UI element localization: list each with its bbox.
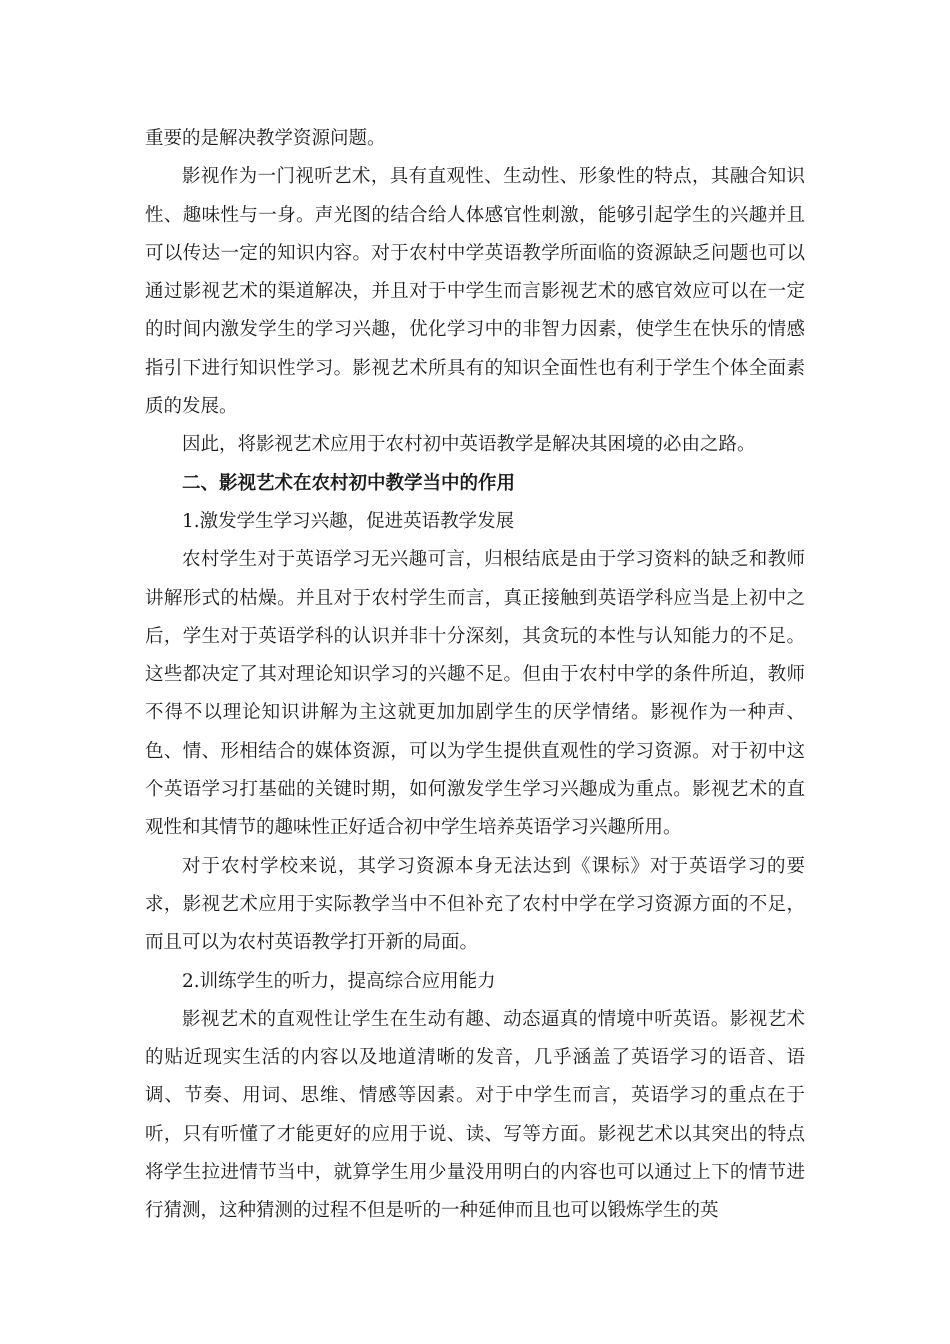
paragraph-listening: 影视艺术的直观性让学生在生动有趣、动态逼真的情境中听英语。影视艺术的贴近现实生活的内容以及地道清晰的发音，几乎涵盖了英语学习的语音、语调、节奏、用词、思维、情感等因素。对于中学生而言，英语学习的重点在于听，只有听懂了才能更好的应用于说、读、写等方面。影视艺术以其突出的特点将学生拉进情节当中，就算学生用少量没用明白的内容也可以通过上下的情节进行猜测，这种猜测的过程不但是听的一种延伸而且也可以锻炼学生的英 [145,1008,805,1222]
paragraph-conclusion: 因此，将影视艺术应用于农村初中英语教学是解决其困境的必由之路。 [182,434,756,456]
paragraph-interest: 农村学生对于英语学习无兴趣可言，归根结底是由于学习资料的缺乏和教师讲解形式的枯燥。并且对于农村学生而言，真正接触到英语学科应当是上初中之后，学生对于英语学科的认识并非十分深刻，其贪玩的本性与认知能力的不足。这些都决定了其对理论知识学习的兴趣不足。但由于农村中学的条件所迫，教师不得不以理论知识讲解为主这就更加加剧学生的厌学情绪。影视作为一种声、色、情、形相结合的媒体资源，可以为学生提供直观性的学习资源。对于初中这个英语学习打基础的关键时期，如何激发学生学习兴趣成为重点。影视艺术的直观性和其情节的趣味性正好适合初中学生培养英语学习兴趣所用。 [145,549,805,839]
document-body [145,120,805,1231]
paragraph-resources: 对于农村学校来说，其学习资源本身无法达到《课标》对于英语学习的要求，影视艺术应用于实际教学当中不但补充了农村中学在学习资源方面的不足，而且可以为农村英语教学打开新的局面。 [145,855,805,954]
subheading-2: 2.训练学生的听力，提高综合应用能力 [182,970,496,992]
section-heading: 二、影视艺术在农村初中教学当中的作用 [182,472,516,494]
paragraph-continued: 重要的是解决教学资源问题。 [145,128,386,149]
paragraph-film-art-intro: 影视作为一门视听艺术，具有直观性、生动性、形象性的特点，其融合知识性、趣味性与一身。声光图的结合给人体感官性刺激，能够引起学生的兴趣并且可以传达一定的知识内容。对于农村中学英语教学所面临的资源缺乏问题也可以通过影视艺术的渠道解决，并且对于中学生而言影视艺术的感官效应可以在一定的时间内激发学生的学习兴趣，优化学习中的非智力因素，使学生在快乐的情感指引下进行知识性学习。影视艺术所具有的知识全面性也有利于学生个体全面素质的发展。 [145,166,805,418]
subheading-1: 1.激发学生学习兴趣，促进英语教学发展 [182,510,515,532]
